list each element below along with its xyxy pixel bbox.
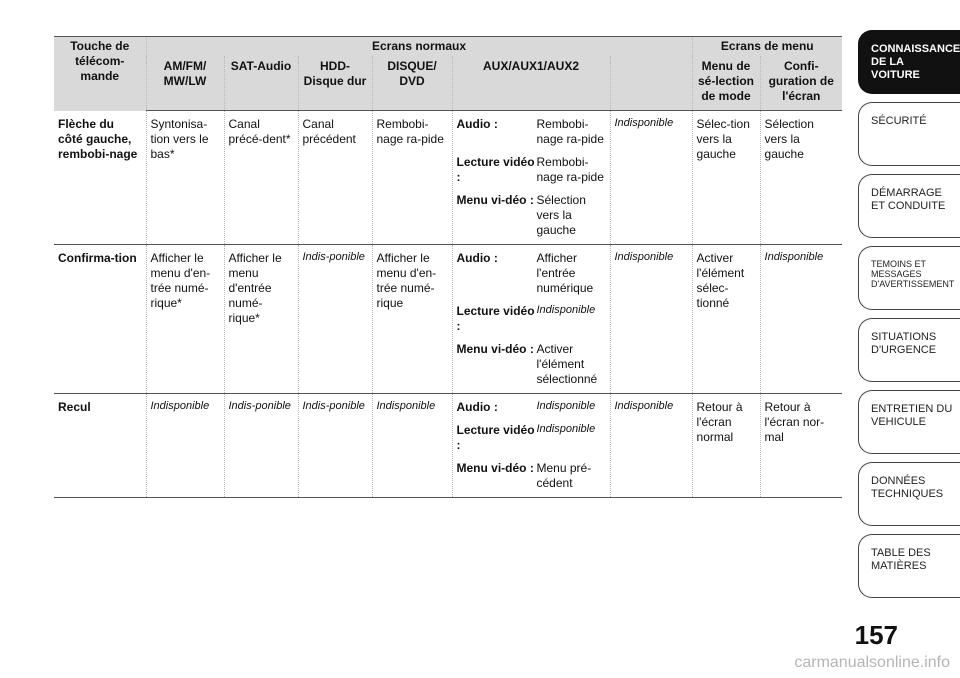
cell-aux bbox=[452, 394, 610, 498]
aux-value: Indisponible bbox=[536, 423, 596, 435]
cell-menu-mode: Sélec-tion vers la gauche bbox=[692, 111, 760, 245]
cell-hdd: Indis-ponible bbox=[298, 245, 372, 394]
cell-aux-extra: Indisponible bbox=[610, 394, 692, 498]
cell-disc: Afficher le menu d'en-trée numé-rique bbox=[372, 245, 452, 394]
controls-table bbox=[54, 36, 842, 498]
cell-sat: Afficher le menu d'entrée numé-rique* bbox=[224, 245, 298, 394]
tab-situations-urgence[interactable]: SITUATIONS D'URGENCE bbox=[858, 318, 960, 382]
cell-screen-config: Sélection vers la gauche bbox=[760, 111, 842, 245]
aux-label: Lecture vidéo : bbox=[456, 155, 535, 184]
aux-label: Menu vi-déo : bbox=[456, 193, 534, 207]
header-col-sat: SAT-Audio bbox=[224, 56, 298, 111]
header-row-1 bbox=[54, 37, 842, 57]
aux-label: Lecture vidéo : bbox=[456, 304, 535, 333]
cell-am-fm: Afficher le menu d'en-trée numé-rique* bbox=[146, 245, 224, 394]
table-row bbox=[54, 245, 842, 394]
header-col-menu-mode: Menu de sé-lection de mode bbox=[692, 56, 760, 111]
cell-disc: Rembobi-nage ra-pide bbox=[372, 111, 452, 245]
aux-label: Audio : bbox=[456, 117, 498, 131]
aux-label: Audio : bbox=[456, 400, 498, 414]
header-col-disc: DISQUE/ DVD bbox=[372, 56, 452, 111]
tab-demarrage-conduite[interactable]: DÉMARRAGE ET CONDUITE bbox=[858, 174, 960, 238]
tab-table-matieres[interactable]: TABLE DES MATIÈRES bbox=[858, 534, 960, 598]
row-label: Recul bbox=[54, 394, 146, 498]
aux-value: Menu pré-cédent bbox=[536, 461, 592, 490]
tab-connaissance-voiture[interactable]: CONNAISSANCE DE LA VOITURE bbox=[858, 30, 960, 94]
cell-screen-config: Retour à l'écran nor-mal bbox=[760, 394, 842, 498]
tab-temoins-messages[interactable]: TEMOINS ET MESSAGES D'AVERTISSEMENT bbox=[858, 246, 960, 310]
tab-entretien-vehicule[interactable]: ENTRETIEN DU VEHICULE bbox=[858, 390, 960, 454]
table-row bbox=[54, 394, 842, 498]
cell-sat: Indis-ponible bbox=[224, 394, 298, 498]
aux-label: Lecture vidéo : bbox=[456, 423, 535, 452]
aux-value: Afficher l'entrée numérique bbox=[536, 251, 594, 295]
aux-value: Rembobi-nage ra-pide bbox=[536, 155, 604, 184]
watermark: carmanualsonline.info bbox=[794, 654, 950, 671]
header-menu-screens: Ecrans de menu bbox=[692, 37, 842, 57]
tab-securite[interactable]: SÉCURITÉ bbox=[858, 102, 960, 166]
cell-am-fm: Indisponible bbox=[146, 394, 224, 498]
aux-label: Menu vi-déo : bbox=[456, 342, 534, 356]
row-label: Flèche du côté gauche, rembobi-nage bbox=[54, 111, 146, 245]
cell-aux bbox=[452, 245, 610, 394]
header-col-aux: AUX/AUX1/AUX2 bbox=[452, 56, 610, 111]
aux-value: Sélection vers la gauche bbox=[536, 193, 586, 237]
aux-subtable bbox=[457, 117, 606, 238]
aux-label: Audio : bbox=[456, 251, 498, 265]
page-number: 157 bbox=[854, 620, 898, 650]
chapter-sidebar bbox=[858, 30, 960, 606]
header-remote-button: Touche de télécom-mande bbox=[54, 37, 146, 111]
cell-hdd: Canal précédent bbox=[298, 111, 372, 245]
aux-subtable bbox=[457, 400, 606, 491]
cell-sat: Canal précé-dent* bbox=[224, 111, 298, 245]
row-label: Confirma-tion bbox=[54, 245, 146, 394]
header-col-hdd: HDD-Disque dur bbox=[298, 56, 372, 111]
cell-hdd: Indis-ponible bbox=[298, 394, 372, 498]
header-col-aux-extra bbox=[610, 56, 692, 111]
cell-am-fm: Syntonisa-tion vers le bas* bbox=[146, 111, 224, 245]
cell-aux-extra: Indisponible bbox=[610, 245, 692, 394]
aux-value: Rembobi-nage ra-pide bbox=[536, 117, 604, 146]
header-col-screen-config: Confi-guration de l'écran bbox=[760, 56, 842, 111]
aux-value: Indisponible bbox=[536, 400, 596, 412]
cell-disc: Indisponible bbox=[372, 394, 452, 498]
table-row bbox=[54, 111, 842, 245]
header-row-2 bbox=[54, 56, 842, 111]
aux-value: Indisponible bbox=[536, 304, 596, 316]
tab-donnees-techniques[interactable]: DONNÉES TECHNIQUES bbox=[858, 462, 960, 526]
cell-aux-extra: Indisponible bbox=[610, 111, 692, 245]
cell-screen-config: Indisponible bbox=[760, 245, 842, 394]
aux-subtable bbox=[457, 251, 606, 387]
header-col-am-fm: AM/FM/ MW/LW bbox=[146, 56, 224, 111]
cell-aux bbox=[452, 111, 610, 245]
cell-menu-mode: Activer l'élément sélec-tionné bbox=[692, 245, 760, 394]
aux-value: Activer l'élément sélectionné bbox=[536, 342, 598, 386]
aux-label: Menu vi-déo : bbox=[456, 461, 534, 475]
cell-menu-mode: Retour à l'écran normal bbox=[692, 394, 760, 498]
header-normal-screens: Ecrans normaux bbox=[146, 37, 692, 57]
